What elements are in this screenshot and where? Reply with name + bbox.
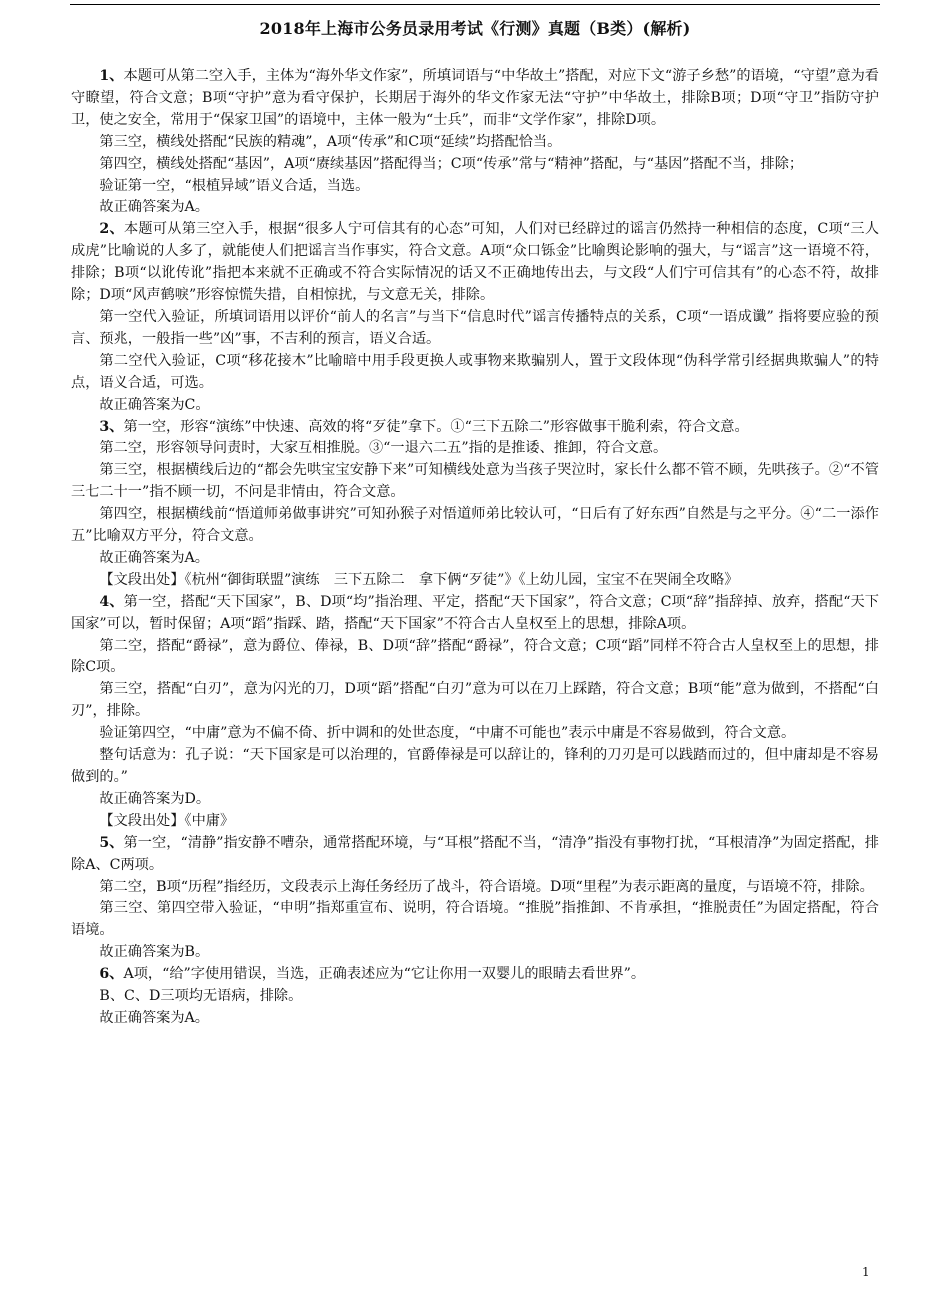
paragraph: 第二空，形容领导问责时，大家互相推脱。③“一退六二五”指的是推诿、推卸，符合文意。 (99, 440, 668, 457)
paragraph: 第四空，根据横线前“悟道师弟做事讲究”可知孙猴子对悟道师弟比较认可，“日后有了好东西”自然是与之平分。④“二一添作五”比喻双方平分，符合文意。 (71, 506, 879, 545)
paragraph: 第三空，横线处搭配“民族的精魂”，A项“传承”和C项“延续”均搭配恰当。 (99, 133, 562, 150)
paragraph (71, 964, 879, 986)
paragraph-text: A项，“给”字使用错误，当选，正确表述应为“它让你用一双婴儿的眼睛去看世界”。 (123, 966, 646, 983)
paragraph: 验证第四空，“中庸”意为不偏不倚、折中调和的处世态度，“中庸不可能也”表示中庸是不容易做到，符合文意。 (99, 725, 796, 742)
source-note: 【文段出处】《中庸》 (99, 812, 235, 829)
answer-line: 故正确答案为C。 (99, 396, 210, 413)
paragraph: 第二空，B项“历程”指经历，文段表示上海任务经历了战斗，符合语境。D项“里程”为表示距离的量度，与语境不符，排除。 (99, 878, 874, 895)
paragraph: 第一空代入验证，所填词语用以评价“前人的名言”与当下“信息时代”谣言传播特点的关系，C项“一语成谶” 指将要应验的预言、预兆，一般指一些”凶”事，不吉利的预言，语义合适。 (71, 308, 879, 347)
question-number: 3、 (99, 418, 124, 435)
question-number: 1、 (99, 68, 124, 84)
paragraph (71, 66, 879, 132)
paragraph: 第四空，横线处搭配“基因”，A项“赓续基因”搭配得当；C项“传承”常与“精神”搭配，与“基因”搭配不当，排除； (99, 155, 804, 172)
paragraph (71, 417, 879, 439)
paragraph: 验证第一空，“根植异域”语义合适，当选。 (99, 177, 370, 194)
source-note: 【文段出处】《杭州“御街联盟”演练 三下五除二 拿下俩“歹徒”》《上幼儿园，宝宝不在哭闹全攻略》 (99, 571, 739, 588)
paragraph-text: 第一空，形容“演练”中快速、高效的将“歹徒”拿下。①“三下五除二”形容做事干脆利索，符合文意。 (123, 418, 749, 435)
answer-line: 故正确答案为A。 (99, 199, 209, 216)
question-number: 6、 (99, 966, 124, 983)
question-number: 5、 (99, 834, 124, 851)
header-rule (70, 4, 880, 5)
paragraph: B、C、D三项均无语病，排除。 (99, 988, 303, 1005)
document-body (71, 66, 879, 1030)
page-number: 1 (862, 1265, 870, 1279)
paragraph: 第二空，搭配“爵禄”，意为爵位、俸禄，B、D项“辞”搭配“爵禄”，符合文意；C项“蹈”同样不符合古人皇权至上的思想，排除C项。 (71, 637, 879, 676)
answer-line: 故正确答案为A。 (99, 1009, 209, 1026)
paragraph-text: 第一空，“清静”指安静不嘈杂，通常搭配环境，与“耳根”搭配不当，“清净”指没有事物打扰，“耳根清净”为固定搭配，排除A、C两项。 (71, 834, 879, 873)
paragraph: 第三空，根据横线后边的“都会先哄宝宝安静下来”可知横线处意为当孩子哭泣时，家长什么都不管不顾，先哄孩子。②“不管三七二十一”指不顾一切，不问是非情由，符合文意。 (71, 462, 879, 501)
paragraph-text: 第一空，搭配“天下国家”，B、D项“均”指治理、平定，搭配“天下国家”，符合文意；C项“辞”指辞掉、放弃，搭配“天下国家”可以，暂时保留；A项“蹈”指踩、踏，搭配“天下国家”不符合古人皇权至上的思想，排除A项。 (71, 593, 879, 632)
paragraph: 第三空、第四空带入验证，“申明”指郑重宣布、说明，符合语境。“推脱”指推卸、不肯承担，“推脱责任”为固定搭配，符合语境。 (71, 900, 879, 939)
paragraph: 整句话意为：孔子说：“天下国家是可以治理的，官爵俸禄是可以辞让的，锋利的刀刃是可以践踏而过的，但中庸却是不容易做到的。” (71, 747, 879, 785)
paragraph: 第三空，搭配“白刃”，意为闪光的刀，D项“蹈”搭配“白刃”意为可以在刀上踩踏，符合文意；B项“能”意为做到，不搭配“白刃”，排除。 (71, 681, 879, 720)
answer-line: 故正确答案为B。 (99, 944, 210, 961)
page-title: 2018年上海市公务员录用考试《行测》真题（B类）(解析) (259, 19, 691, 38)
question-number: 2、 (99, 221, 124, 238)
paragraph: 第二空代入验证，C项“移花接木”比喻暗中用手段更换人或事物来欺骗别人，置于文段体现“伪科学常引经据典欺骗人”的特点，语义合适，可选。 (71, 352, 879, 391)
answer-line: 故正确答案为A。 (99, 549, 209, 566)
question-number: 4、 (99, 593, 124, 610)
paragraph (71, 219, 879, 307)
answer-line: 故正确答案为D。 (99, 790, 211, 807)
paragraph (71, 833, 879, 877)
paragraph-text: 本题可从第二空入手，主体为“海外华文作家”，所填词语与“中华故土”搭配，对应下文“游子乡愁”的语境，“守望”意为看守瞭望，符合文意；B项“守护”意为看守保护，长期居于海外的华文作家无法“守护”中华故土，排除B项；D项“守卫”指防守护卫，使之安全，常用于“保家卫国”的语境中，主体一般为“士兵”，而非“文学作家”，排除D项。 (71, 68, 879, 128)
paragraph (71, 592, 879, 636)
paragraph-text: 本题可从第三空入手，根据“很多人宁可信其有的心态”可知，人们对已经辟过的谣言仍然持一种相信的态度，C项“三人成虎”比喻说的人多了，就能使人们把谣言当作事实，符合文意。A项“众口铄金”比喻舆论影响的强大，与“谣言”这一语境不符，排除；B项“以讹传讹”指把本来就不正确或不符合实际情况的话又不正确地传出去，与文段“人们宁可信其有”的心态不符，故排除；D项“风声鹤唳”形容惊慌失措，自相惊扰，与文意无关，排除。 (71, 221, 880, 304)
